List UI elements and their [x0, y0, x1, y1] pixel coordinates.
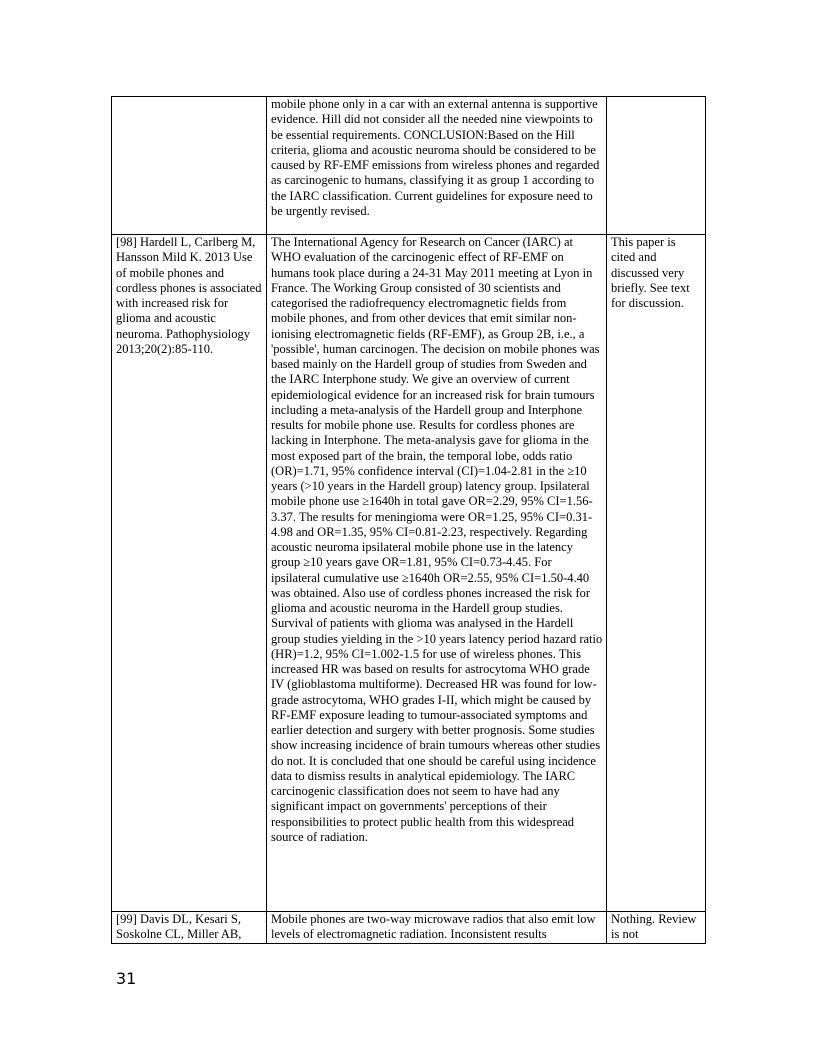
comment-cell: [607, 912, 706, 944]
table-row: [112, 97, 706, 235]
table-row: [112, 912, 706, 944]
reference-text: [98] Hardell L, Carlberg M, Hansson Mild K. 2013 Use of mobile phones and cordless phones is associated with increased risk for glioma and acoustic neuroma. Pathophysiology 2013;20(2):85-110.: [116, 235, 262, 356]
abstract-cell: [267, 235, 607, 912]
abstract-text: Mobile phones are two-way microwave radios that also emit low levels of electromagnetic radiation. Inconsistent results: [271, 912, 596, 942]
table-row: [112, 235, 706, 912]
reference-cell: [112, 912, 267, 944]
page-number: 31: [116, 969, 137, 988]
reference-text: [99] Davis DL, Kesari S, Soskolne CL, Miller AB,: [116, 912, 242, 942]
abstract-text: The International Agency for Research on Cancer (IARC) at WHO evaluation of the carcinogenic effect of RF-EMF on humans took place during a 24-31 May 2011 meeting at Lyon in France. The Working Group consisted of 30 scientists and categorised the radiofrequency electromagnetic fields from mobile phones, and from other devices that emit similar non-ionising electromagnetic fields (RF-EMF), as Group 2B, i.e., a 'possible', human carcinogen. The decision on mobile phones was based mainly on the Hardell group of studies from Sweden and the IARC Interphone study. We give an overview of current epidemiological evidence for an increased risk for brain tumours including a meta-analysis of the Hardell group and Interphone results for mobile phone use. Results for cordless phones are lacking in Interphone. The meta-analysis gave for glioma in the most exposed part of the brain, the temporal lobe, odds ratio (OR)=1.71, 95% confidence interval (CI)=1.04-2.81 in the ≥10 years (>10 years in the Hardell group) latency group. Ipsilateral mobile phone use ≥1640h in total gave OR=2.29, 95% CI=1.56-3.37. The results for meningioma were OR=1.25, 95% CI=0.31-4.98 and OR=1.35, 95% CI=0.81-2.23, respectively. Regarding acoustic neuroma ipsilateral mobile phone use in the latency group ≥10 years gave OR=1.81, 95% CI=0.73-4.45. For ipsilateral cumulative use ≥1640h OR=2.55, 95% CI=1.50-4.40 was obtained. Also use of cordless phones increased the risk for glioma and acoustic neuroma in the Hardell group studies. Survival of patients with glioma was analysed in the Hardell group studies yielding in the >10 years latency period hazard ratio (HR)=1.2, 95% CI=1.002-1.5 for use of wireless phones. This increased HR was based on results for astrocytoma WHO grade IV (glioblastoma multiforme). Decreased HR was found for low-grade astrocytoma, WHO grades I-II, which might be caused by RF-EMF exposure leading to tumour-associated symptoms and earlier detection and surgery with better prognosis. Some studies show increasing incidence of brain tumours whereas other studies do not. It is concluded that one should be careful using incidence data to dismiss results in analytical epidemiology. The IARC carcinogenic classification does not seem to have had any significant impact on governments' perceptions of their responsibilities to protect public health from this widespread source of radiation.: [271, 235, 603, 844]
comment-text: This paper is cited and discussed very briefly. See text for discussion.: [611, 235, 690, 310]
reference-cell: [112, 97, 267, 235]
abstract-cell: [267, 912, 607, 944]
reference-cell: [112, 235, 267, 912]
comment-cell: [607, 97, 706, 235]
comment-cell: [607, 235, 706, 912]
abstract-text: mobile phone only in a car with an external antenna is supportive evidence. Hill did not consider all the needed nine viewpoints to be essential requirements. CONCLUSION:Based on the Hill criteria, glioma and acoustic neuroma should be considered to be caused by RF-EMF emissions from wireless phones and regarded as carcinogenic to humans, classifying it as group 1 according to the IARC classification. Current guidelines for exposure need to be urgently revised.: [271, 97, 600, 218]
abstract-cell: [267, 97, 607, 235]
comment-text: Nothing. Review is not: [611, 912, 697, 942]
review-table: [111, 96, 706, 944]
